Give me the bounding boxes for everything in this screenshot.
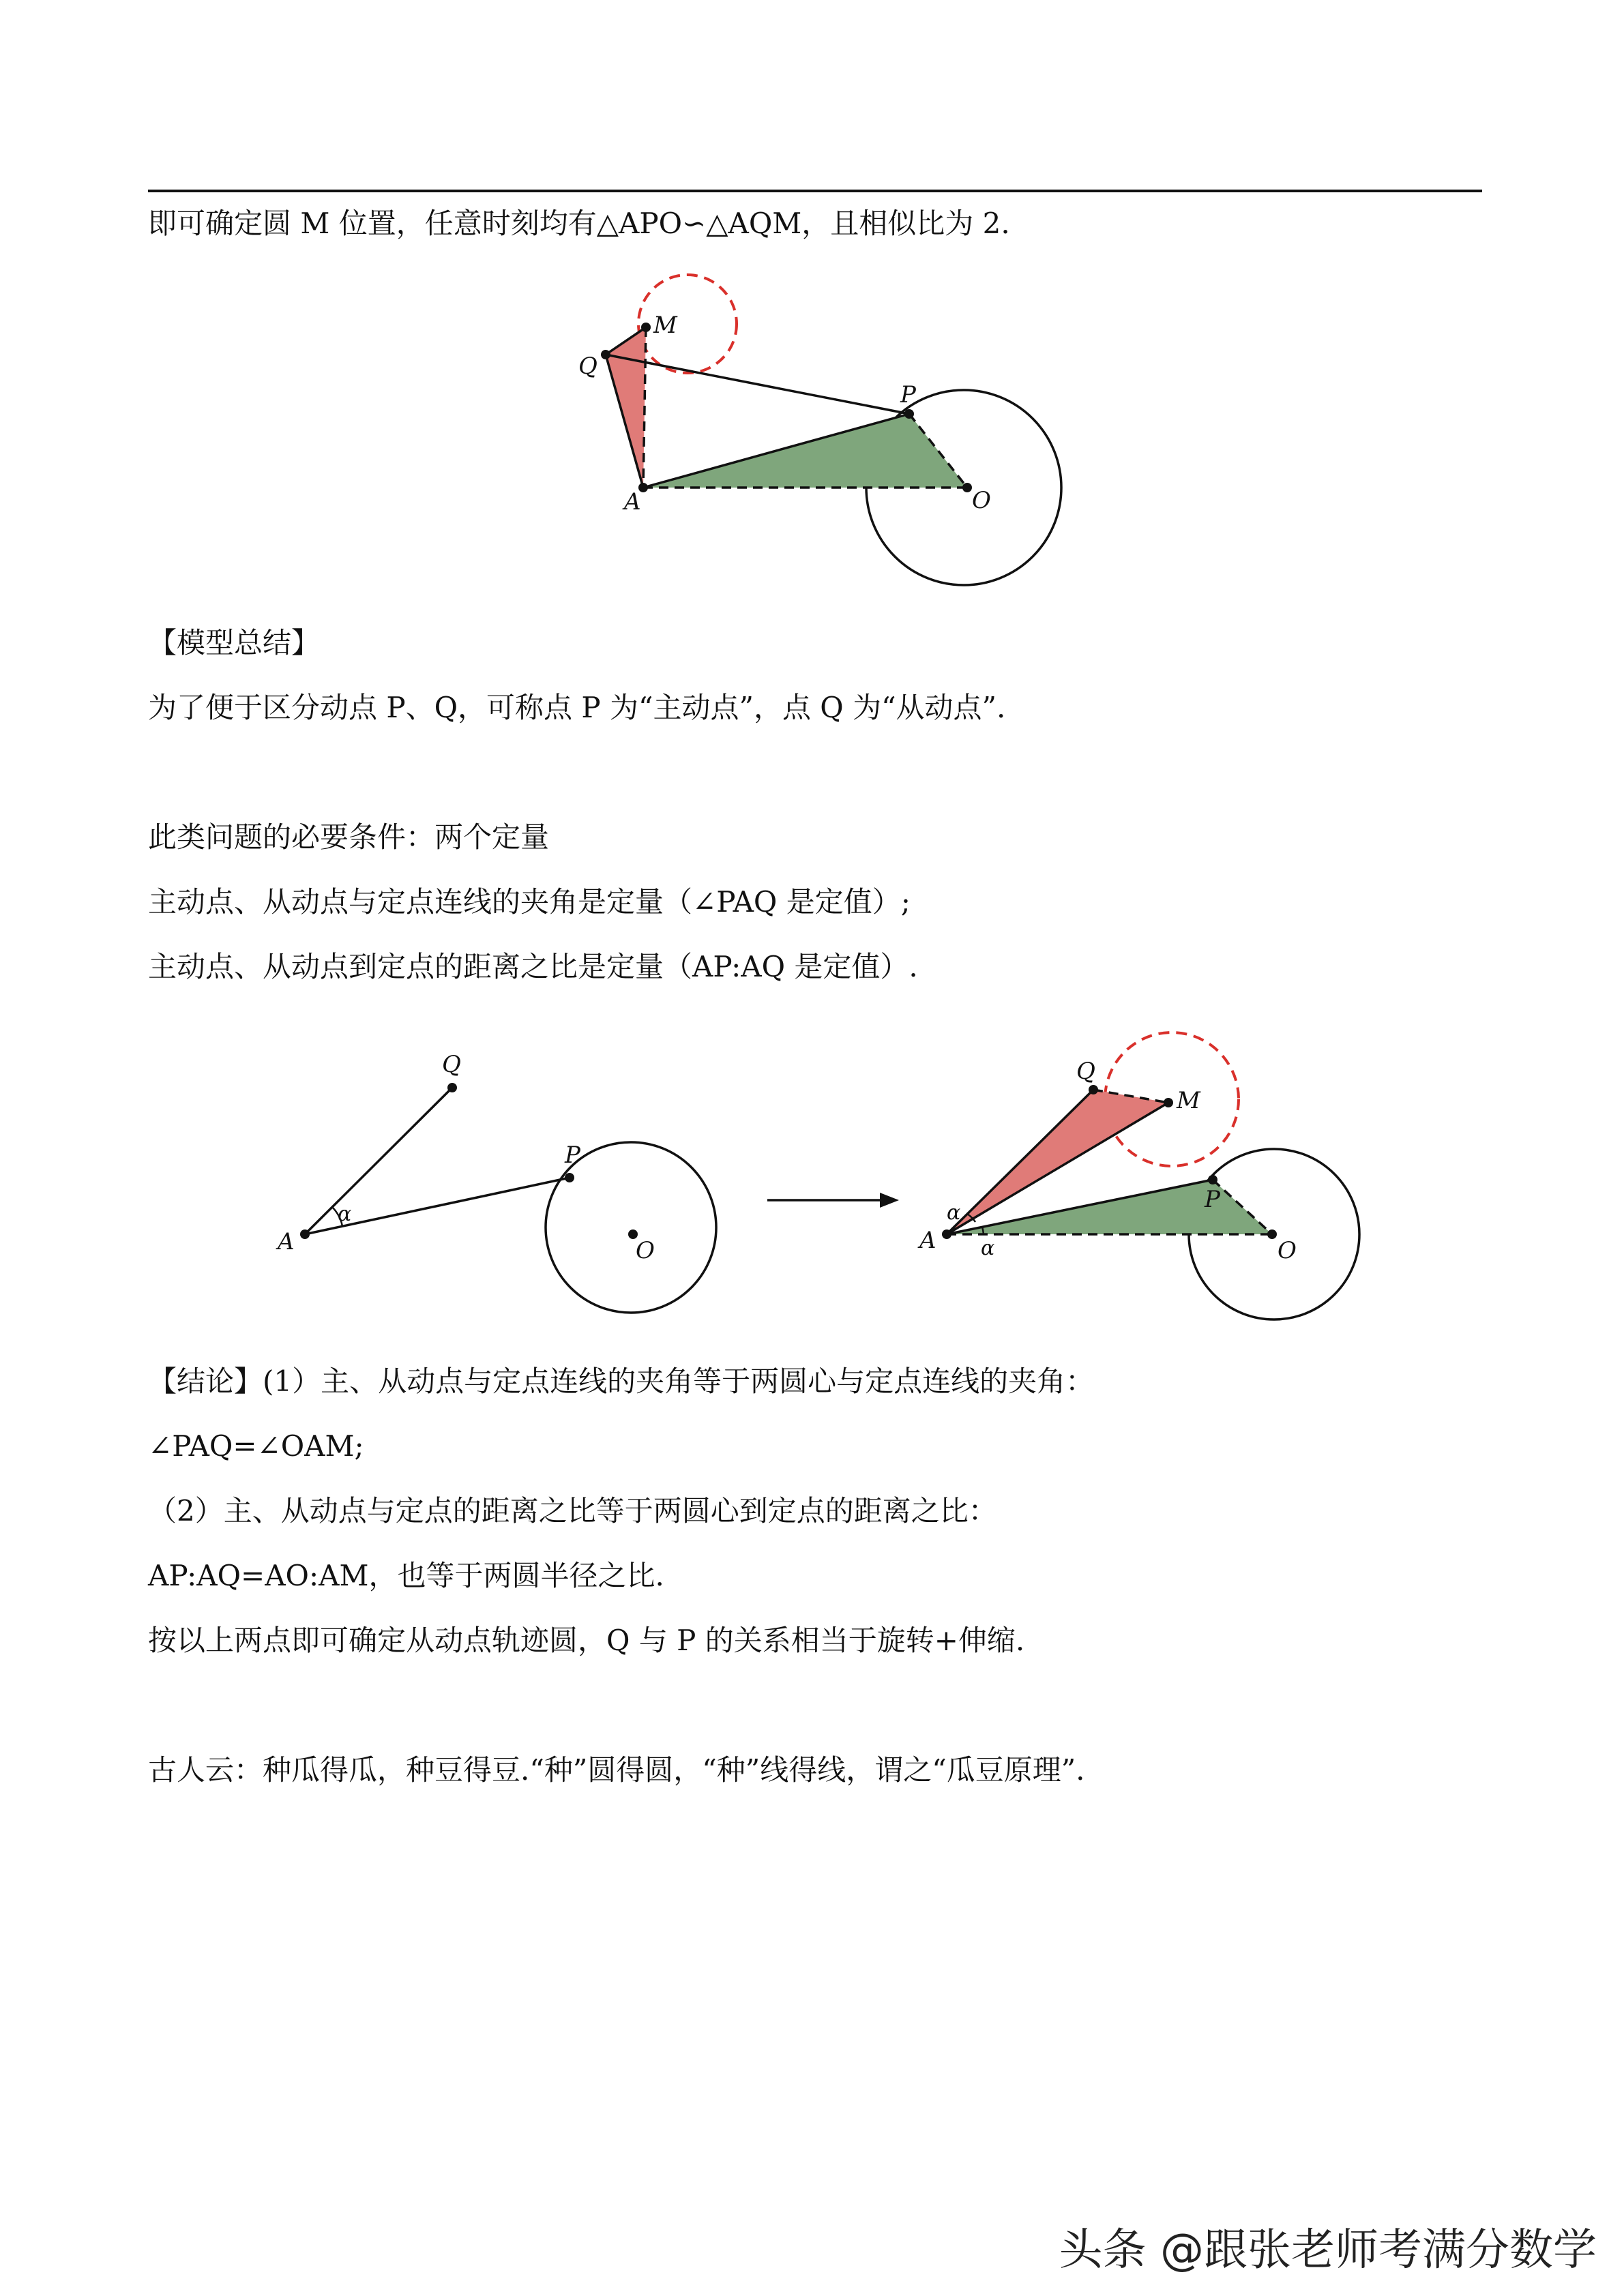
text-line-5: 主动点、从动点与定点连线的夹角是定量（∠PAQ 是定值）; [148,885,911,919]
label-o: O [1278,1237,1297,1264]
watermark: 头条 @跟张老师考满分数学 [1059,2225,1597,2276]
point-q [1089,1085,1098,1094]
text-line-11: 按以上两点即可确定从动点轨迹圆，Q 与 P 的关系相当于旋转+伸缩. [148,1624,1025,1657]
label-p: P [1205,1186,1220,1213]
text-line-7: 【结论】(1）主、从动点与定点连线的夹角等于两圆心与定点连线的夹角： [148,1365,1095,1398]
point-m [1164,1098,1173,1107]
label-q: Q [578,353,597,380]
label-o: O [636,1237,655,1264]
text-line-6: 主动点、从动点到定点的距离之比是定量（AP:AQ 是定值）. [148,950,918,983]
label-q: Q [1076,1058,1095,1085]
point-q [447,1083,457,1092]
text-line-10: AP:AQ=AO:AM，也等于两圆半径之比. [148,1559,664,1592]
point-p [904,409,914,419]
point-o [962,483,972,492]
point-p [565,1173,574,1182]
point-a [300,1229,310,1239]
text-line-12: 古人云：种瓜得瓜，种豆得豆.“种”圆得圆，“种”线得线，谓之“瓜豆原理”. [148,1753,1085,1787]
point-m [641,323,651,332]
figure-initial-setup [259,1030,737,1330]
figure-similar-triangles [559,273,1105,600]
label-o: O [972,487,991,514]
label-p: P [900,381,916,408]
label-p: P [565,1142,580,1169]
text-line-3: 为了便于区分动点 P、Q，可称点 P 为“主动点”，点 Q 为“从动点”. [148,691,1006,724]
label-alpha-1: α [947,1201,961,1225]
point-q [601,350,610,359]
text-line-1: 即可确定圆 M 位置，任意时刻均有△APO∽△AQM，且相似比为 2. [148,207,1010,240]
text-line-9: （2）主、从动点与定点的距离之比等于两圆心到定点的距离之比： [148,1494,997,1527]
label-q: Q [442,1051,461,1078]
text-line-4: 此类问题的必要条件：两个定量 [148,820,550,854]
label-a: A [624,488,641,516]
label-m: M [653,312,677,339]
point-p [1208,1175,1217,1184]
label-m: M [1177,1087,1200,1114]
header-rule [148,190,1482,192]
label-a: A [919,1227,936,1254]
label-alpha: α [338,1202,352,1226]
point-a [942,1229,951,1239]
label-a: A [278,1228,295,1255]
figure-transformed-setup [907,1009,1385,1330]
label-alpha-2: α [981,1236,995,1260]
triangle-apo [643,414,967,488]
arrow-right-icon [764,1187,900,1214]
text-line-2: 【模型总结】 [148,626,321,659]
text-line-8: ∠PAQ=∠OAM; [148,1429,364,1463]
point-o [1267,1229,1277,1239]
